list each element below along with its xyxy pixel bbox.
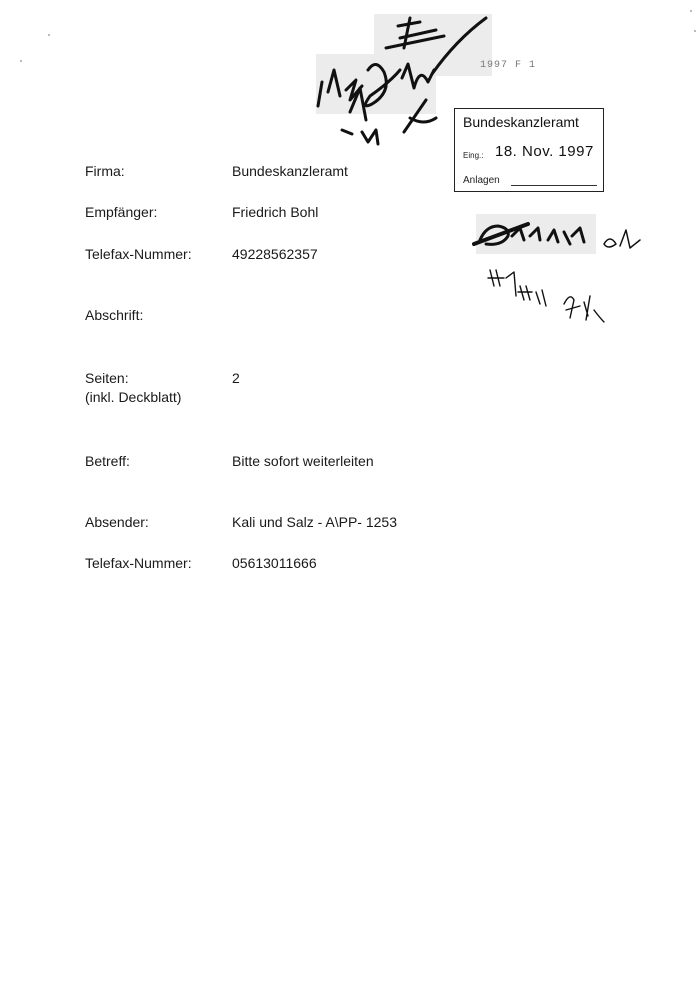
scan-speck <box>694 30 696 32</box>
field-value-empfaenger: Friedrich Bohl <box>232 204 319 220</box>
field-label-empfaenger: Empfänger: <box>85 204 158 220</box>
stamp-anlagen-label: Anlagen <box>463 175 500 186</box>
field-value-seiten: 2 <box>232 370 240 386</box>
field-value-betreff: Bitte sofort weiterleiten <box>232 453 374 469</box>
stamp-date: 18. Nov. 1997 <box>495 143 594 160</box>
receipt-stamp <box>454 108 604 192</box>
scan-speck <box>690 10 692 12</box>
field-label-firma: Firma: <box>85 163 125 179</box>
field-label-telefax-absender: Telefax-Nummer: <box>85 555 192 571</box>
field-value-firma: Bundeskanzleramt <box>232 163 348 179</box>
stamp-anlagen-line <box>511 185 597 186</box>
field-label-abschrift: Abschrift: <box>85 307 144 323</box>
initials-el <box>604 230 640 248</box>
faint-date-stamp: 1997 F 1 <box>480 60 537 71</box>
stamp-eing-label: Eing.: <box>463 151 484 160</box>
stamp-title: Bundeskanzleramt <box>463 114 579 130</box>
scan-patch <box>476 214 596 254</box>
field-value-telefax-absender: 05613011666 <box>232 555 317 571</box>
field-label-absender: Absender: <box>85 514 149 530</box>
handwritten-note <box>488 270 604 322</box>
field-label-seiten: Seiten: <box>85 370 129 386</box>
field-label-telefax-empfaenger: Telefax-Nummer: <box>85 246 192 262</box>
field-label-betreff: Betreff: <box>85 453 130 469</box>
field-value-telefax-empfaenger: 49228562357 <box>232 246 318 262</box>
field-value-absender: Kali und Salz - A\PP- 1253 <box>232 514 397 530</box>
scan-speck <box>48 34 50 36</box>
scan-speck <box>20 60 22 62</box>
field-label-inkl-deckblatt: (inkl. Deckblatt) <box>85 389 182 405</box>
scan-patch <box>316 54 436 114</box>
